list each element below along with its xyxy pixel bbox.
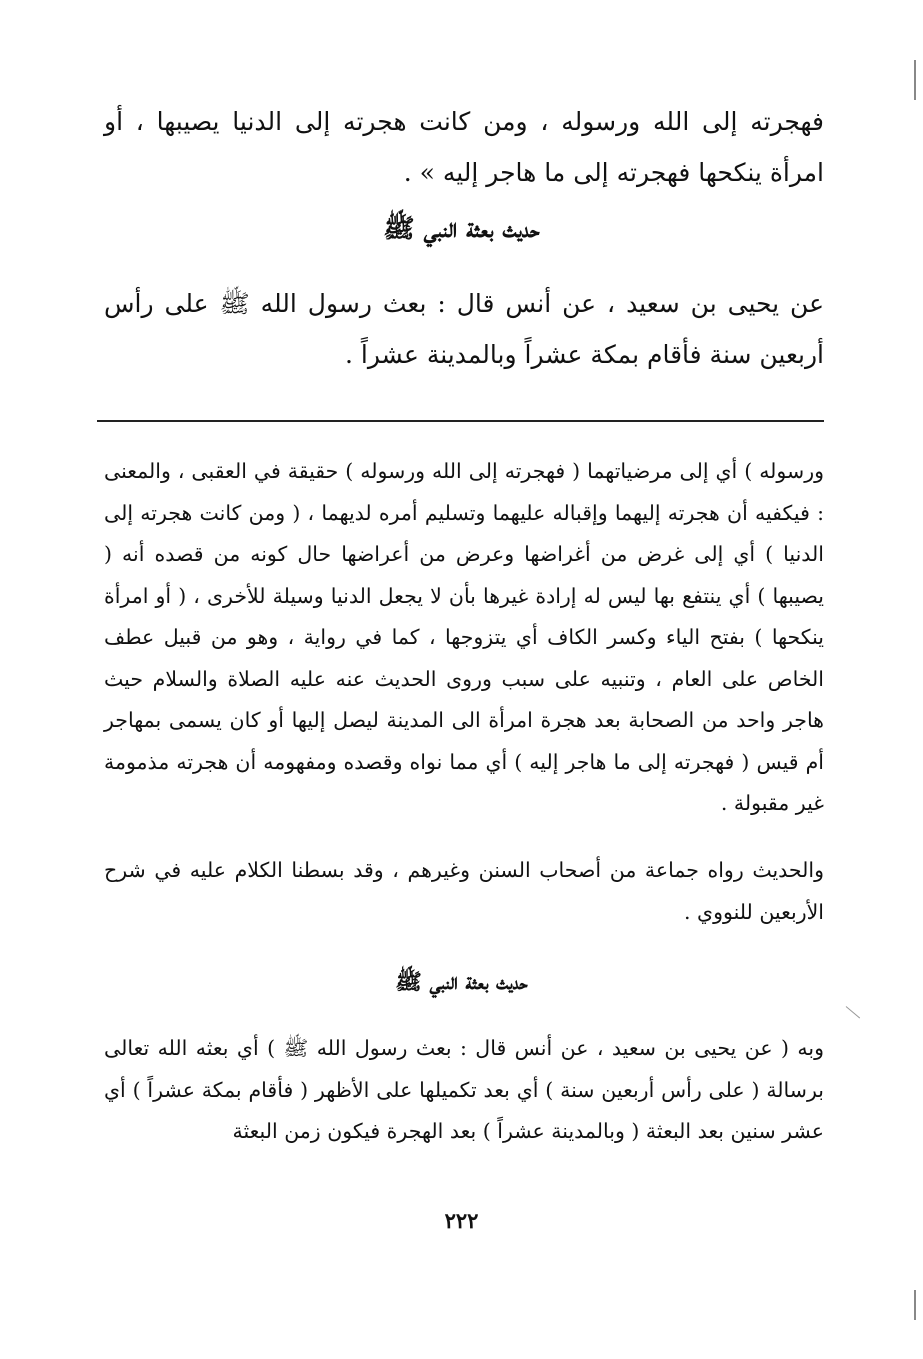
commentary-paragraph-2: والحديث رواه جماعة من أصحاب السنن وغيرهم ، وقد بسطنا الكلام عليه في شرح الأربعين للنووي .: [104, 858, 824, 924]
commentary-paragraph-3: وبه ( عن يحيى بن سعيد ، عن أنس قال : بعث رسول الله ﷺ ) أي بعثه الله تعالى برسالة ( على رأس أربعين سنة ) أي بعد تكميلها على الأظهر ( فأقام بمكة عشراً ) أي عشر سنين بعد البعثة ( وبالمدينة عشراً ) بعد الهجرة فيكون زمن البعثة: [104, 1036, 824, 1143]
main-section-heading: حديث بعثة النبي ﷺ: [383, 214, 540, 244]
stray-pen-mark: [846, 1006, 860, 1018]
page-number: ٢٢٢: [444, 1208, 479, 1233]
footnote-divider: [97, 420, 824, 422]
scan-edge-mark: [914, 1290, 916, 1320]
main-text-paragraph-1: فهجرته إلى الله ورسوله ، ومن كانت هجرته إلى الدنيا يصيبها ، أو امرأة ينكحها فهجرته إلى ما هاجر إليه » .: [104, 107, 824, 187]
commentary-section-heading: حديث بعثة النبي ﷺ: [395, 969, 528, 995]
main-text-paragraph-2: عن يحيى بن سعيد ، عن أنس قال : بعث رسول الله ﷺ على رأس أربعين سنة فأقام بمكة عشراً وبالمدينة عشراً .: [104, 289, 824, 369]
commentary-paragraph-1: ورسوله ) أي إلى مرضياتهما ( فهجرته إلى الله ورسوله ) حقيقة في العقبى ، والمعنى : فيكفيه أن هجرته إليهما وإقباله عليهما وتسليم أمره لديهما ، ( ومن كانت هجرته إلى الدنيا ) أي إلى غرض من أغراضها وعرض من أعراضها حال كونه من قصده أنه ( يصيبها ) أي ينتفع بها ليس له إرادة غيرها بأن لا يجعل الدنيا وسيلة للأخرى ، ( أو امرأة ينكحها ) بفتح الياء وكسر الكاف أي يتزوجها ، كما في رواية ، وهو من قبيل عطف الخاص على العام ، وتنبيه على سبب وروى الحديث عنه عليه الصلاة والسلام حيث هاجر واحد من الصحابة بعد هجرة امرأة الى المدينة ليصل إليها أو كان يسمى بمهاجر أم قيس ( فهجرته إلى ما هاجر إليه ) أي مما نواه وقصده ومفهومه أن هجرته مذمومة غير مقبولة .: [104, 459, 824, 815]
scan-edge-mark: [914, 60, 916, 100]
